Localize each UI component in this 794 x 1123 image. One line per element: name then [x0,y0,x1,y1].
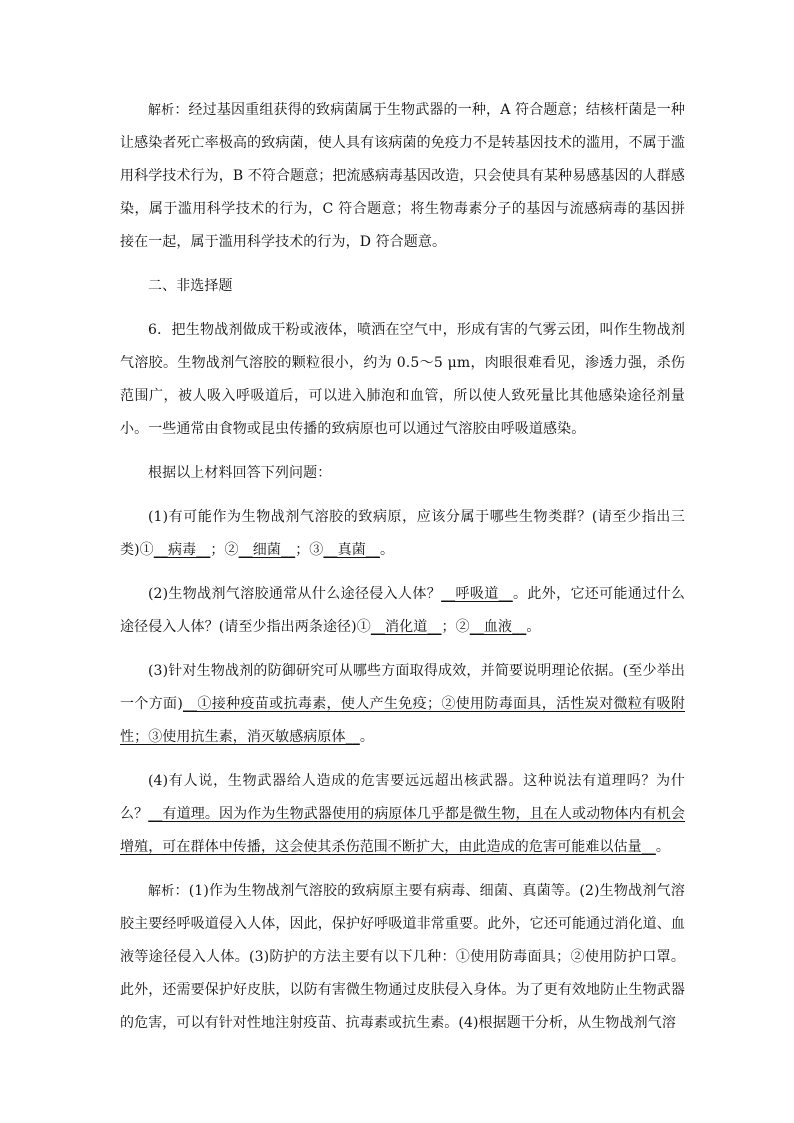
sub-question-4 [120,765,685,864]
sub-question-1 [120,501,685,567]
answer-blank-bacteria: __细菌__ [238,542,296,558]
answer-bioweapon-harm: __有道理。因为作为生物武器使用的病原体几乎都是微生物，且在人或动物体内有机会增殖，可在群体中传播，这会使其杀伤范围不断扩大，由此造成的危害可能难以估量__ [120,806,685,855]
analysis-text: ：(1)作为生物战剂气溶胶的致病原主要有病毒、细菌、真菌等。(2)生物战剂气溶胶主要经呼吸道侵入人体，因此，保护好呼吸道非常重要。此外，它还可能通过消化道、血液等途径侵入人体。(3)防护的方法主要有以下几种：①使用防毒面具；②使用防护口罩。此外，还需要保护好皮肤，以防有害微生物通过皮肤侵入身体。为了更有效地防止生物武器的危害，可以有针对性地注射疫苗、抗毒素或抗生素。(4)根据题干分析，从生物战剂气溶 [120,883,686,1031]
answer-defense-methods: __①接种疫苗或抗毒素，使人产生免疫；②使用防毒面具，活性炭对微粒有吸附性；③使用抗生素，消灭敏感病原体__ [120,696,685,745]
sub-question-4-text: (4)有人说，生物武器给人造成的危害要远远超出核武器。这种说法有道理吗？为什么？ [120,773,685,822]
analysis-paragraph-2 [120,875,685,1040]
answer-blank-fungi: __真菌__ [323,542,380,558]
analysis-label: 解析 [148,884,175,899]
question-6-stem: 6．把生物战剂做成干粉或液体，喷洒在空气中，形成有害的气雾云团，叫作生物战剂气溶胶。生物战剂气溶胶的颗粒很小，约为 0.5～5 μm，肉眼很难看见，渗透力强，杀伤范围广，被人吸入呼吸道后，可以进入肺泡和血管，所以使人致死量比其他感染途径剂量小。一些通常由食物或昆虫传播的致病原也可以通过气溶胶由呼吸道感染。 [120,322,685,437]
sentence-end: 。 [359,729,374,745]
answer-blank-blood: __血液__ [469,619,527,635]
sub-question-3-text: (3)针对生物战剂的防御研究可从哪些方面取得成效，并简要说明理论依据。(至少举出一个方面) [120,663,685,712]
sentence-end: 。 [380,542,395,558]
sub-question-3 [120,655,685,754]
analysis-text: ：经过基因重组获得的致病菌属于生物武器的一种，A 符合题意；结核杆菌是一种让感染者死亡率极高的致病菌，使人具有该病菌的免疫力不是转基因技术的滥用，不属于滥用科学技术行为，B 不符合题意；把流感病毒基因改造，只会使具有某种易感基因的人群感染，属于滥用科学技术的行为，C 符合题意；将生物毒素分子的基因与流感病毒的基因拼接在一起，属于滥用科学技术的行为，D 符合题意。 [120,102,685,250]
answer-blank-virus: __病毒__ [153,542,211,558]
separator: ；② [441,619,470,635]
document-body [120,94,685,1040]
answer-blank-digestive: __消化道__ [370,619,442,635]
sub-question-1-text: (1)有可能作为生物战剂气溶胶的致病原，应该分属于哪些生物类群？(请至少指出三类)① [120,509,685,558]
question-6-instruction: 根据以上材料回答下列问题： [148,465,332,481]
separator: ；③ [295,542,324,558]
section-heading: 二、非选择题 [148,278,233,294]
sentence-end: 。 [526,619,541,635]
answer-blank-respiratory: __呼吸道__ [441,586,513,602]
sub-question-2-followup: 。此外，它还可能通过什么途径侵入人体？(请至少指出两条途径)① [120,586,686,635]
sentence-end: 。 [655,839,671,855]
analysis-label: 解析 [148,103,175,118]
analysis-paragraph-1 [120,94,685,259]
sub-question-2 [120,578,685,644]
separator: ；② [210,542,239,558]
sub-question-2-text: (2)生物战剂气溶胶通常从什么途径侵入人体？ [148,586,442,602]
